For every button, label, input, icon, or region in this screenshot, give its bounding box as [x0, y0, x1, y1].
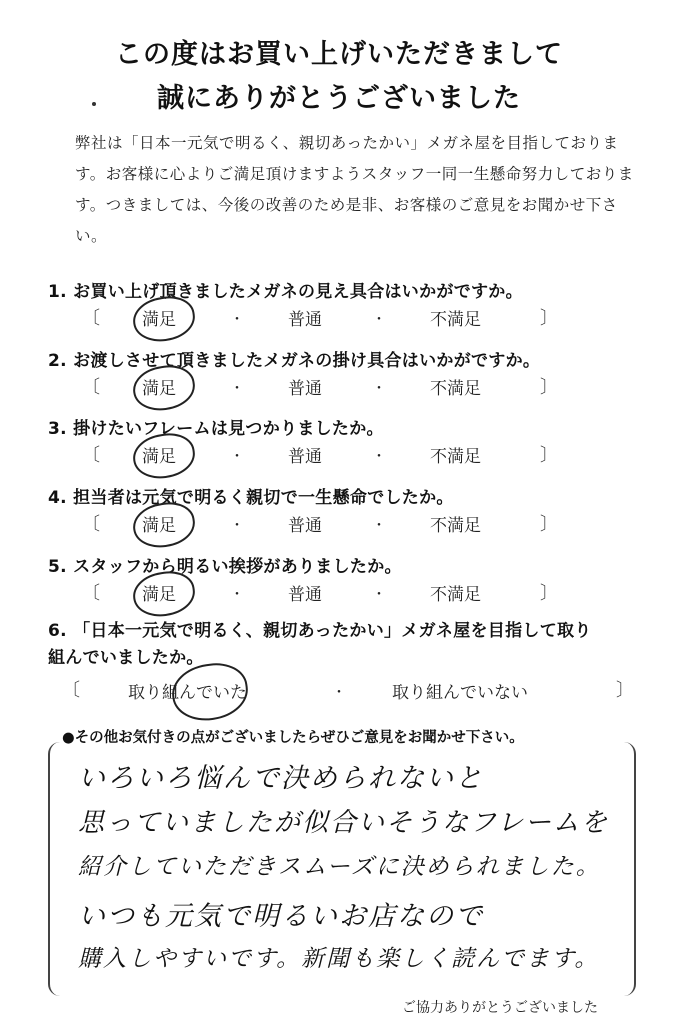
bracket-open: 〔 — [82, 583, 100, 604]
option-not-engaged[interactable]: 取り組んでいない — [392, 683, 528, 703]
footer-thanks: ご協力ありがとうございました — [402, 1000, 598, 1016]
option-normal[interactable]: 普通 — [288, 379, 322, 399]
question-1: 1. お買い上げ頂きましたメガネの見え具合はいかがですか。 — [48, 282, 523, 302]
separator: ・ — [372, 312, 386, 328]
bracket-close: 〕 — [540, 377, 558, 398]
question-6: 6. 「日本一元気で明るく、親切あったかい」メガネ屋を目指して取り組んでいましたか。 — [48, 621, 592, 668]
option-normal[interactable]: 普通 — [288, 516, 322, 536]
bracket-open: 〔 — [82, 514, 100, 535]
separator: ・ — [230, 381, 244, 397]
intro-paragraph: 弊社は「日本一元気で明るく、親切あったかい」メガネ屋を目指しております。お客様に心よりご満足頂けますようスタッフ一同一生懸命努力しております。つきましては、今後の改善のため是非、お客様のご意見をお聞かせ下さい。 — [75, 134, 634, 245]
option-satisfied[interactable]: 満足 — [142, 447, 176, 467]
option-normal[interactable]: 普通 — [288, 310, 322, 330]
option-dissatisfied[interactable]: 不満足 — [430, 516, 481, 536]
option-normal[interactable]: 普通 — [288, 585, 322, 605]
question-2: 2. お渡しさせて頂きましたメガネの掛け具合はいかがですか。 — [48, 351, 541, 371]
bracket-close: 〕 — [616, 680, 634, 701]
option-dissatisfied[interactable]: 不満足 — [430, 310, 481, 330]
bracket-close: 〕 — [540, 514, 558, 535]
bracket-open: 〔 — [82, 445, 100, 466]
title-line-2: 誠にありがとうございました — [157, 83, 521, 114]
bracket-open: 〔 — [82, 308, 100, 329]
question-3: 3. 掛けたいフレームは見つかりましたか。 — [48, 419, 384, 439]
separator: ・ — [372, 381, 386, 397]
comment-line-4: いつも元気で明るいお店なので — [78, 901, 484, 932]
bracket-open: 〔 — [62, 680, 80, 701]
separator: ・ — [230, 449, 244, 465]
separator: ・ — [230, 587, 244, 603]
option-dissatisfied[interactable]: 不満足 — [430, 585, 481, 605]
separator: ・ — [372, 449, 386, 465]
option-satisfied[interactable]: 満足 — [142, 516, 176, 536]
separator: ・ — [230, 518, 244, 534]
title-line-1: この度はお買い上げいただきまして — [115, 39, 563, 70]
separator: ・ — [372, 587, 386, 603]
separator: ・ — [372, 518, 386, 534]
bracket-close: 〕 — [540, 583, 558, 604]
option-satisfied[interactable]: 満足 — [142, 310, 176, 330]
option-normal[interactable]: 普通 — [288, 447, 322, 467]
comment-line-1: いろいろ悩んで決められないと — [78, 763, 484, 794]
comment-line-5: 購入しやすいです。新聞も楽しく読んでます。 — [78, 946, 600, 972]
bracket-close: 〕 — [540, 445, 558, 466]
separator: ・ — [230, 312, 244, 328]
comment-line-2: 思っていましたが似合いそうなフレームを — [78, 808, 609, 838]
bracket-close: 〕 — [540, 308, 558, 329]
question-5: 5. スタッフから明るい挨拶がありましたか。 — [48, 557, 402, 577]
option-dissatisfied[interactable]: 不満足 — [430, 447, 481, 467]
comments-prompt: ●その他お気付きの点がございましたらぜひご意見をお聞かせ下さい。 — [62, 730, 524, 746]
option-satisfied[interactable]: 満足 — [142, 585, 176, 605]
option-dissatisfied[interactable]: 不満足 — [430, 379, 481, 399]
option-engaged[interactable]: 取り組んでいた — [128, 683, 247, 703]
bracket-open: 〔 — [82, 377, 100, 398]
separator: ・ — [332, 685, 346, 701]
question-4: 4. 担当者は元気で明るく親切で一生懸命でしたか。 — [48, 488, 454, 508]
comment-line-3: 紹介していただきスムーズに決められました。 — [78, 854, 601, 880]
option-satisfied[interactable]: 満足 — [142, 379, 176, 399]
